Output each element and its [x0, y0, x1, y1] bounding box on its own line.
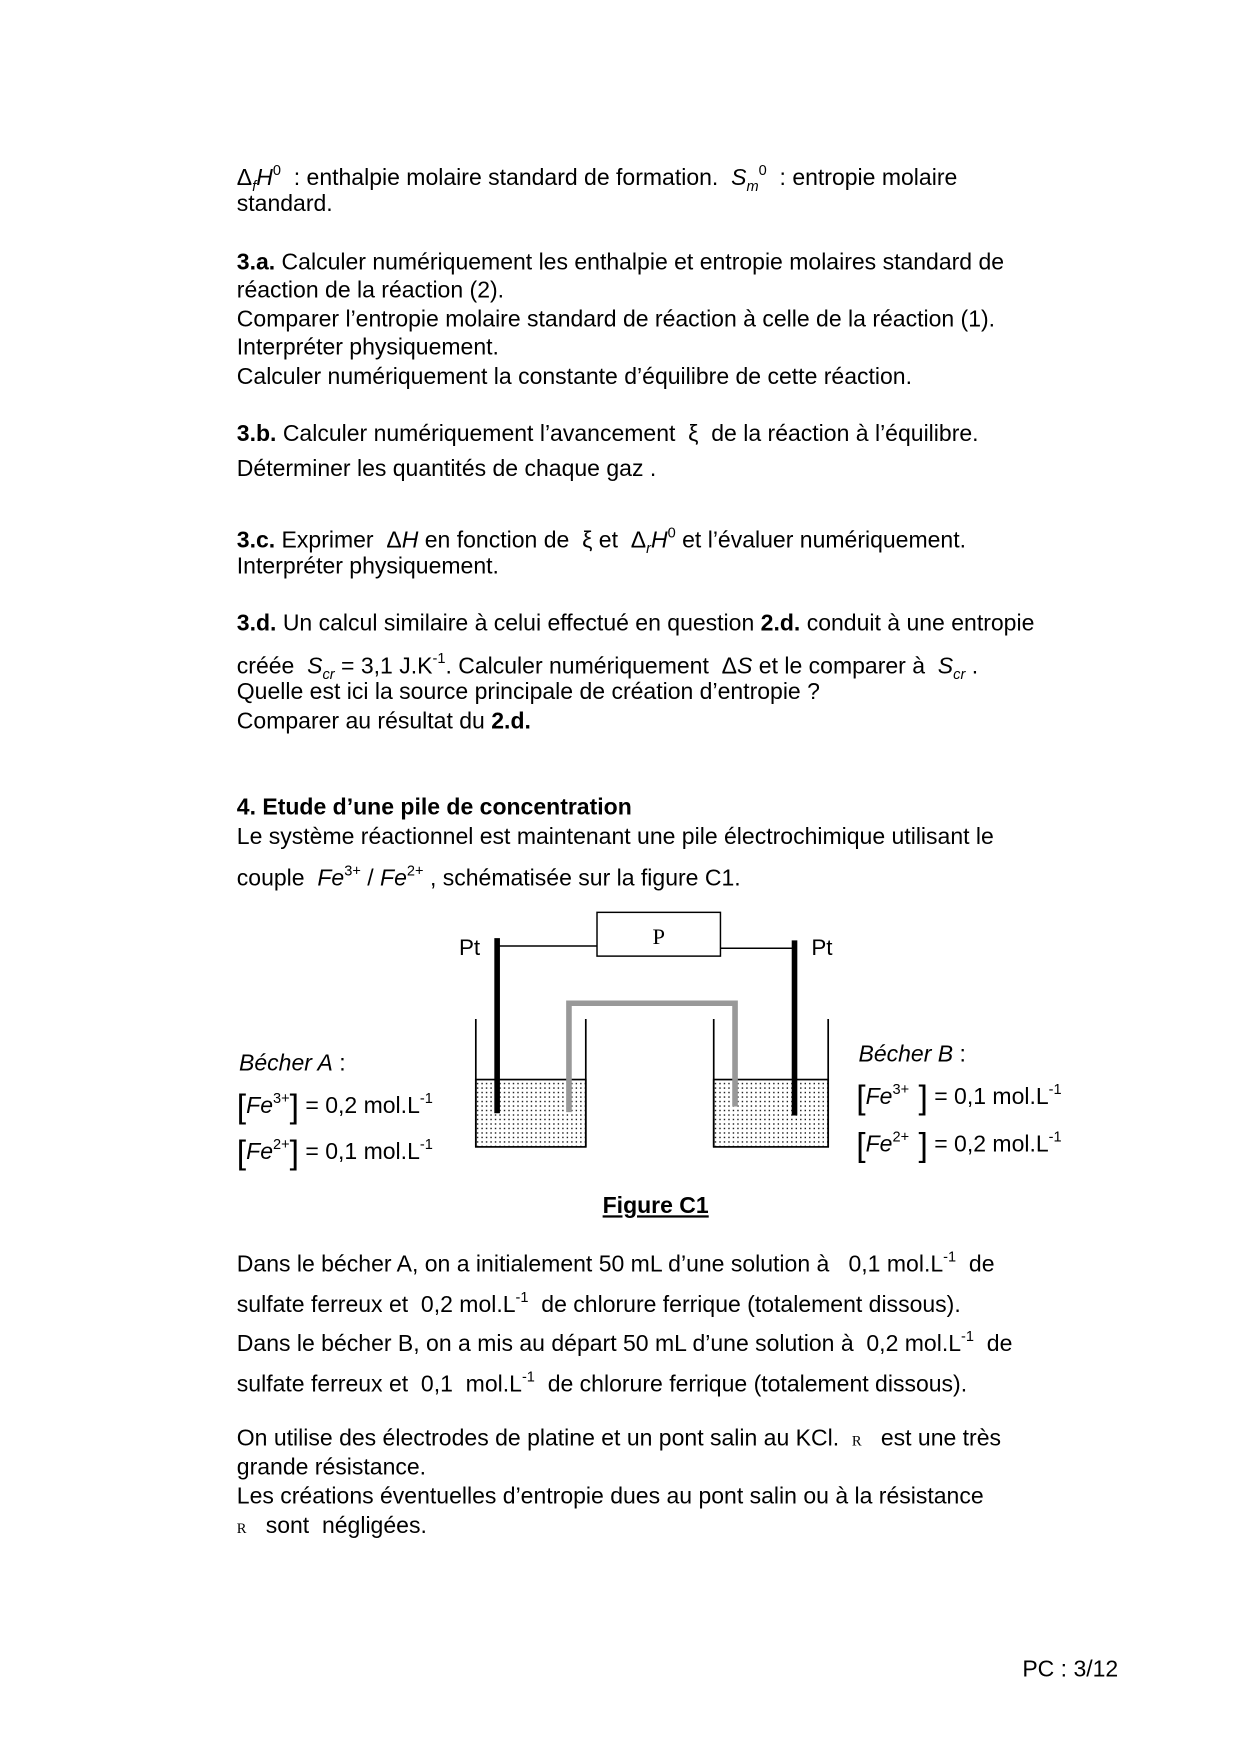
text-segment: Exprimer Δ — [275, 527, 402, 554]
figure-caption: Figure C1 — [602, 1192, 709, 1219]
text-segment: f — [252, 177, 257, 195]
text-segment: 3.d. — [236, 610, 277, 637]
text-segment: R — [851, 1431, 862, 1449]
text-segment: Déterminer les quantités de chaque gaz . — [236, 455, 657, 482]
text-segment: -1 — [432, 649, 446, 667]
text-segment: de chlorure ferrique (totalement dissous). — [534, 1371, 968, 1398]
becher-a-fe3-concentration: $[Fe^{3+}] = 0,2$ $mol.L^{-1}$ — [236, 1088, 433, 1126]
text-segment: 3+ — [344, 861, 361, 879]
becher-b-title: Bécher B : — [858, 1041, 966, 1068]
text-segment: et le comparer à — [752, 653, 938, 679]
text-segment: r — [646, 539, 651, 557]
text-segment: . — [965, 653, 979, 679]
text-segment: , schématisée sur la figure C1. — [423, 865, 741, 892]
text-segment: -1 — [515, 1288, 529, 1306]
text-segment: Dans le bécher A, on a initialement 50 mL d’une solution à 0,1 mol.L — [236, 1251, 944, 1278]
text-segment: cr — [953, 665, 966, 683]
text-segment: de — [956, 1251, 995, 1278]
text-segment: Calculer numériquement la constante d’équilibre de cette réaction. — [236, 363, 912, 390]
text-segment: 0 — [667, 524, 676, 541]
text-segment: H — [650, 527, 668, 554]
text-segment: 2.d. — [760, 610, 801, 637]
salt-bridge — [569, 1003, 735, 1112]
electrode-left-label: Pt — [458, 934, 481, 960]
text-segment: S — [937, 653, 954, 679]
text-segment: est une très — [861, 1425, 1002, 1452]
text-segment: Comparer au résultat du — [236, 708, 492, 734]
text-segment: Les créations éventuelles d’entropie dues au pont salin ou à la résistance — [236, 1483, 984, 1510]
text-segment: -1 — [521, 1367, 535, 1385]
text-segment: conduit à une entropie — [800, 610, 1035, 637]
electrode-right-label: Pt — [811, 934, 833, 960]
text-segment: S — [731, 164, 747, 191]
text-segment: Quelle est ici la source principale de création d’entropie ? — [236, 678, 820, 705]
text-segment: On utilise des électrodes de platine et un pont salin au KCl. — [236, 1425, 852, 1452]
text-segment: S — [307, 653, 323, 679]
becher-b-fe3-concentration: [$Fe^{3+}$ ] = 0,1 $mol.L^{-1}$ — [856, 1079, 1062, 1117]
text-segment: Interpréter physiquement. — [236, 334, 499, 361]
text-segment: 4. Etude d’une pile de concentration — [236, 794, 632, 821]
beaker-b — [714, 1019, 828, 1147]
resistor-label: P — [652, 923, 665, 949]
text-segment: 2+ — [406, 861, 424, 879]
text-segment: et l’évaluer numériquement. — [675, 527, 967, 554]
text-segment: m — [746, 177, 759, 195]
becher-b-fe2-concentration: [$Fe^{2+}$ ] = 0,2 $mol.L^{-1}$ — [856, 1126, 1062, 1164]
text-segment: -1 — [961, 1327, 974, 1345]
text-segment: 3.c. — [236, 527, 276, 554]
text-segment: 0 — [758, 161, 767, 179]
becher-a-title: Bécher A : — [239, 1050, 346, 1077]
text-segment: . Calculer numériquement Δ — [445, 653, 738, 679]
text-segment: Δ — [236, 164, 253, 191]
text-segment: S — [737, 653, 753, 679]
text-segment: Comparer l’entropie molaire standard de réaction à celle de la réaction (1). — [236, 306, 996, 333]
text-segment: sont négligées. — [246, 1512, 427, 1539]
text-segment: couple — [236, 865, 318, 892]
text-segment: de la réaction à l’équilibre. — [698, 420, 979, 447]
text-segment: Un calcul similaire à celui effectué en question — [276, 610, 761, 637]
text-segment: 0 — [272, 161, 281, 179]
text-segment: sulfate ferreux et 0,2 mol.L — [236, 1291, 516, 1318]
text-segment: grande résistance. — [236, 1454, 427, 1481]
text-segment: 3.b. — [236, 420, 277, 447]
text-segment: réaction de la réaction (2). — [236, 277, 505, 303]
text-segment: 3.a. — [236, 249, 276, 275]
text-segment: Fe — [317, 865, 345, 892]
text-segment: / — [360, 865, 381, 892]
text-segment: Interpréter physiquement. — [236, 553, 499, 580]
text-segment: de chlorure ferrique (totalement dissous). — [528, 1291, 961, 1318]
text-segment: -1 — [943, 1247, 957, 1265]
text-segment: H — [256, 164, 273, 191]
text-segment: Fe — [380, 865, 407, 892]
text-segment: H — [401, 527, 419, 554]
text-segment: R — [236, 1519, 247, 1537]
text-segment: : enthalpie molaire standard de formation. — [280, 164, 732, 191]
text-segment: Calculer numériquement l’avancement — [276, 420, 689, 447]
text-segment: Le système réactionnel est maintenant une pile électrochimique utilisant le — [236, 823, 994, 850]
text-segment: créée — [236, 653, 308, 679]
text-segment: sulfate ferreux et 0,1 mol.L — [236, 1371, 522, 1398]
page-number: PC : 3/12 — [1022, 1656, 1119, 1683]
text-segment: standard. — [236, 190, 333, 217]
text-segment: : entropie molaire — [766, 164, 958, 191]
text-segment: de — [973, 1330, 1013, 1357]
text-segment: Dans le bécher B, on a mis au départ 50 mL d’une solution à 0,2 mol.L — [236, 1330, 962, 1357]
text-segment: en fonction de ξ et Δ — [418, 527, 647, 554]
text-segment: 2.d. — [491, 708, 531, 734]
text-segment: = 3,1 J.K — [334, 653, 433, 679]
text-segment: cr — [322, 665, 335, 683]
text-segment: ξ — [688, 420, 699, 447]
text-segment: Calculer numériquement les enthalpie et entropie molaires standard de — [275, 249, 1005, 275]
becher-a-fe2-concentration: $[Fe^{2+}] = 0,1$ $mol.L^{-1}$ — [236, 1134, 433, 1172]
solution-b — [714, 1080, 828, 1147]
